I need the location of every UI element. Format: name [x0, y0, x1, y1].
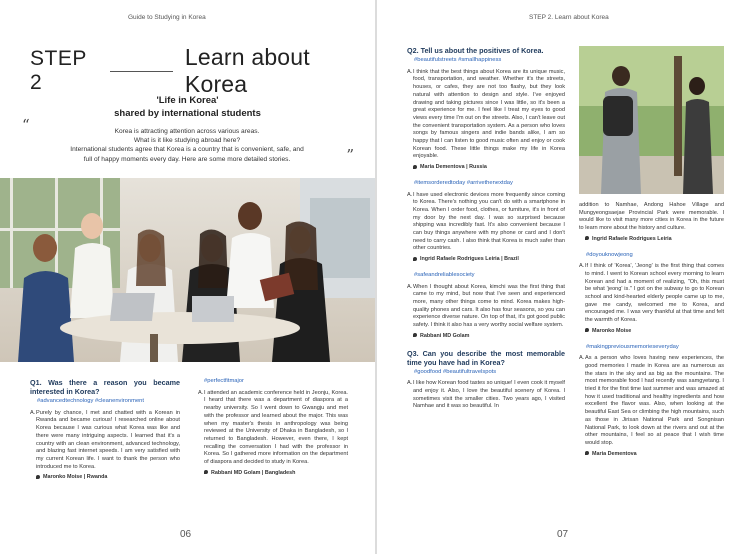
answer-marker: A.: [198, 389, 204, 396]
author-name: Maronko Moise | Rwanda: [43, 474, 108, 481]
author-credit: [413, 333, 565, 341]
location-pin-icon: [36, 475, 40, 479]
author-name: Rabbani MD Golam | Bangladesh: [211, 469, 296, 476]
close-quote-icon: ”: [346, 146, 354, 164]
students-walking-photo: [579, 46, 724, 194]
answer-text: [198, 390, 348, 467]
hashtag: #perfectfitmajor: [204, 378, 244, 384]
section-subtitle: [0, 94, 375, 120]
location-pin-icon: [585, 236, 589, 240]
quote-line: International students agree that Korea is a country that is convenient, safe, and: [70, 146, 304, 154]
answer-marker: A.: [30, 409, 36, 416]
answer-text: [407, 192, 565, 254]
author-credit: [36, 474, 180, 482]
left-page: [0, 0, 375, 554]
author-name: Maria Dementova | Russia: [420, 164, 487, 171]
author-name: Ingrid Rafaele Rodrigues Leiria | Brazil: [420, 256, 519, 263]
quote-line: Korea is attracting attention across various areas.: [114, 128, 260, 135]
answer-body: Purely by chance, I met and chatted with a Korean in Rwanda and became curious! I researched online about Korea because I was curious what Korea was like and there were many intriguing aspects. I learned that it's a country with an clean environment, advanced technology, and blazing fast internet speeds. I am very satisfied with my current Korean life. I want to thank the person who introduced me to Korea.: [36, 409, 180, 470]
answer-marker: A.: [407, 68, 413, 75]
author-credit: [585, 451, 724, 459]
page-number: 07: [557, 529, 569, 540]
answer-text: [30, 410, 180, 472]
author-name: Rabbani MD Golam: [420, 332, 470, 339]
q1-column-right: [198, 378, 348, 485]
answer-marker: A.: [579, 355, 585, 362]
question-heading: Q1. Was there a reason you became interested in Korea?: [30, 378, 180, 396]
answer-text: [407, 284, 565, 330]
hashtag: #safeandreliablesociety: [414, 271, 475, 278]
author-name: Maria Dementova: [592, 450, 637, 457]
location-pin-icon: [413, 333, 417, 337]
answer-marker: A.: [407, 283, 413, 290]
answer-body: I have used electronic devices more frequently since coming to Korea. There's nothing you can't do with a smartphone in Korea. When I order food, clothes, or furniture, it's in front of my door by the next day. I was so surprised because shipping was incredibly fast. It's also convenient because I can buy things anywhere with my phone or card and I don't need to carry cash. I also think that Korea is much safer than other countries.: [413, 191, 565, 252]
hashtag: #makingpreviousmemorieseveryday: [586, 343, 679, 350]
answer-marker: A.: [407, 191, 413, 198]
answer-body: If I think of 'Korea', 'Jeong' is the first thing that comes to mind. I went to Korean school every morning to learn Korean and had a moment of realizing, "Oh, this must be what 'jeong' is." I got on the subway to go to Korean school and kind-hearted elderly people came up to me, gave me candy, welcomed me to Korea, and encouraged me. I was very thankful at that time and felt the warmth of Korea.: [585, 263, 724, 324]
question-heading: Q3. Can you describe the most memorable time you have had in Korea?: [407, 348, 565, 367]
question-heading: Q2. Tell us about the positives of Korea.: [407, 46, 544, 55]
right-page: [377, 0, 752, 554]
author-credit: [585, 328, 724, 336]
right-column-right: [579, 202, 724, 466]
hashtag: #itemsorderedtoday #arrivethenextday: [414, 179, 513, 186]
subtitle-line2: shared by international students: [114, 108, 261, 119]
quote-line: full of happy moments every day. Here are some more detailed stories.: [83, 155, 291, 163]
step-title: [30, 44, 360, 98]
quote-line: What is it like studying abroad here?: [133, 137, 241, 145]
running-header: Guide to Studying in Korea: [128, 14, 206, 21]
answer-text: [579, 263, 724, 325]
answer-continued: addition to Namhae, Andong Hahoe Village and Mungyeongsaejae Provincial Park were memorable. I would like to visit many more cities in Korea in the future to learn more about the history and culture.: [579, 202, 724, 232]
answer-text: [407, 69, 565, 161]
location-pin-icon: [413, 165, 417, 169]
answer-body: As a person who loves having new experiences, the good memories I made in Korea are as numerous as the stars in the sky and as big as the mountains. The most memorable food I had recently was samgyetang. I tried it for the first time last summer and was amazed at how it used traditional and healthy ingredients and how excellent the flavor was. Also, when looking at the beautiful East Sea or climbing the high mountains, such as those in Jirisan National Park and Songnisan National Park, to look down at the rivers and out at the other mountains, I feel so at peace that I wish time would stop.: [585, 355, 724, 446]
author-name: Ingrid Rafaele Rodrigues Leiria: [592, 235, 672, 242]
author-credit: [204, 470, 348, 478]
title-divider: [110, 71, 173, 72]
hashtag: #advancedtechnology #cleanenvironment: [37, 398, 144, 404]
author-credit: [413, 164, 565, 172]
author-credit: [413, 256, 565, 264]
location-pin-icon: [413, 257, 417, 261]
location-pin-icon: [585, 451, 589, 455]
location-pin-icon: [585, 328, 589, 332]
answer-body: I like how Korean food tastes so unique! I even cook it myself and enjoy it. Also, I love the beautiful scenery of Korea. I sometimes visit the smaller cities. Two years ago, I visited Namhae and it was so beautiful. In: [413, 380, 565, 410]
location-pin-icon: [204, 470, 208, 474]
answer-body: When I thought about Korea, kimchi was the first thing that came to my mind, but now that I've seen and experienced more, many other things come to mind. Korea makes high-quality phones and cars. It also has four seasons, so you can experience diverse nature. On top of that, it's got good public safety. I think it also has a very worthy social welfare system.: [413, 283, 565, 329]
q1-column-left: [30, 378, 180, 490]
right-column-left: [407, 46, 565, 411]
open-quote-icon: “: [22, 116, 30, 134]
intro-quote: [22, 116, 354, 164]
students-group-photo: [0, 178, 375, 362]
author-credit: [585, 236, 724, 244]
subtitle-line1: 'Life in Korea': [156, 95, 219, 106]
answer-text: [579, 355, 724, 447]
page-title: Learn about Korea: [184, 44, 310, 97]
step-label: STEP 2: [30, 47, 87, 94]
answer-marker: A.: [579, 263, 585, 270]
answer-marker: A.: [407, 380, 413, 387]
hashtag: #beautifulstreets #smallhappiness: [414, 57, 502, 63]
hashtag: #doyouknowjeong: [586, 251, 633, 258]
running-header: STEP 2. Learn about Korea: [529, 14, 609, 21]
answer-text: [407, 380, 565, 411]
page-number: 06: [180, 529, 192, 540]
answer-body: I think that the best things about Korea are its unique music, food, transportation, and weather. Whether it's the streets, houses, or cafes, they are not too flashy, but they look natural with attention to design and style. I've enjoyed drawing and taking pictures since I was little, so it's been a great experience for me. I feel like I treat my eyes to good views every time I'm out on the streets. Also, I can't leave out the convenient transportation system. As a person who loves songs by famous singers and indie bands alike, I am so happy that I can listen to good music often and enjoy or cook Korean food. These little things make my life in Korea enjoyable.: [413, 68, 565, 160]
hashtag: #goodfood #beautifultravelspots: [414, 368, 497, 375]
answer-body: I attended an academic conference held in Jeonju, Korea. I heard that there was a department of diaspora at a nearby university. So I went down to Gwangju and met with the professor and learned about the major. This was when my master's thesis in anthropology was being reviewed at the University of Dhaka in Bangladesh, so I returned to Bangladesh. However, even there, I kept recalling the conversation I had with the professor in Korea. So I gathered more information on the department of diaspora and decided to study in Korea.: [204, 389, 348, 466]
author-name: Maronko Moise: [592, 327, 632, 334]
